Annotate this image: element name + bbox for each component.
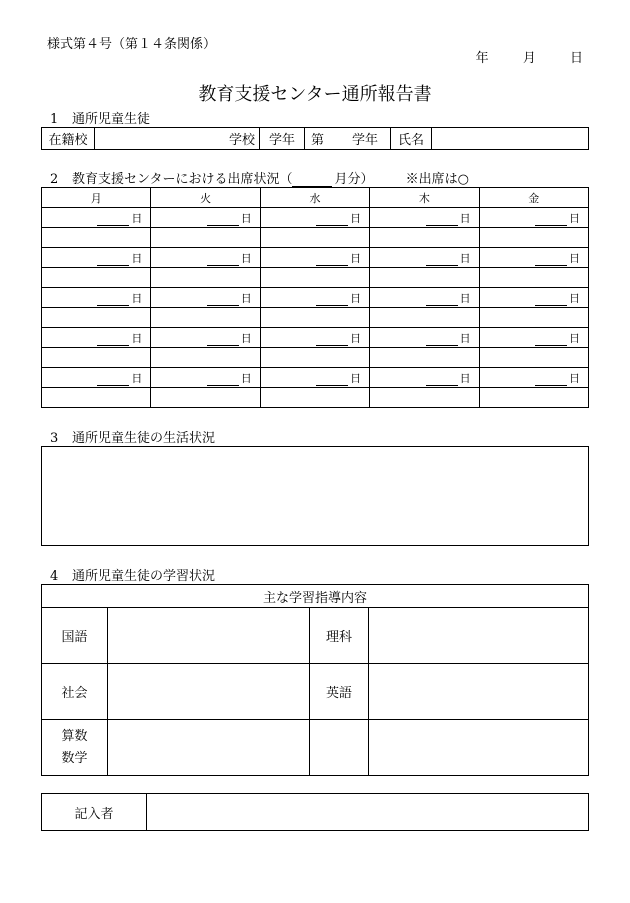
attendance-mark-cell[interactable] [479, 388, 588, 408]
attendance-mark-cell[interactable] [42, 348, 151, 368]
attendance-mark-cell[interactable] [42, 228, 151, 248]
attendance-mark-cell[interactable] [151, 228, 260, 248]
page-title: 教育支援センター通所報告書 [198, 84, 432, 105]
science-field[interactable] [369, 608, 589, 664]
date-cell-thu[interactable]: 日 [370, 328, 479, 348]
attendance-mark-cell[interactable] [151, 308, 260, 328]
attendance-mark-cell[interactable] [370, 388, 479, 408]
date-month: 月 [522, 51, 536, 66]
subject-arith-math: 算数 数学 [42, 720, 108, 776]
date-cell-wed[interactable]: 日 [260, 368, 369, 388]
japanese-field[interactable] [108, 608, 310, 664]
date-cell-mon[interactable]: 日 [42, 288, 151, 308]
subject-science: 理科 [310, 608, 369, 664]
extra-subject-field[interactable] [369, 720, 589, 776]
date-cell-wed[interactable]: 日 [260, 328, 369, 348]
date-cell-fri[interactable]: 日 [479, 288, 588, 308]
weekday-thu: 木 [370, 188, 479, 208]
attendance-mark-cell[interactable] [151, 348, 260, 368]
date-cell-wed[interactable]: 日 [260, 208, 369, 228]
section2-heading: 2 教育支援センターにおける出席状況（ 月分） ※出席は○ [50, 172, 469, 187]
date-cell-tue[interactable]: 日 [151, 208, 260, 228]
attendance-mark-cell[interactable] [260, 308, 369, 328]
date-line [450, 47, 583, 66]
date-cell-wed[interactable]: 日 [260, 248, 369, 268]
attendance-mark-cell[interactable] [370, 308, 479, 328]
form-number: 様式第４号（第１４条関係） [47, 37, 217, 52]
grade-label: 学年 [260, 128, 305, 150]
attendance-table [41, 187, 589, 408]
signer-table [41, 793, 589, 831]
subject-japanese: 国語 [42, 608, 108, 664]
attendance-mark-cell[interactable] [42, 308, 151, 328]
school-field[interactable]: 学校 [95, 128, 260, 150]
date-cell-fri[interactable]: 日 [479, 248, 588, 268]
date-cell-thu[interactable]: 日 [370, 368, 479, 388]
date-cell-mon[interactable]: 日 [42, 248, 151, 268]
attendance-mark-cell[interactable] [260, 268, 369, 288]
date-cell-mon[interactable]: 日 [42, 328, 151, 348]
study-table-header: 主な学習指導内容 [42, 585, 589, 608]
date-cell-mon[interactable]: 日 [42, 368, 151, 388]
section1-heading: 1 通所児童生徒 [50, 112, 151, 127]
date-cell-mon[interactable]: 日 [42, 208, 151, 228]
school-label: 在籍校 [42, 128, 95, 150]
date-cell-wed[interactable]: 日 [260, 288, 369, 308]
life-status-box[interactable] [41, 446, 589, 546]
date-cell-fri[interactable]: 日 [479, 328, 588, 348]
english-field[interactable] [369, 664, 589, 720]
attendance-mark-cell[interactable] [42, 388, 151, 408]
attendance-mark-cell[interactable] [479, 268, 588, 288]
student-info-table [41, 127, 589, 150]
subject-english: 英語 [310, 664, 369, 720]
date-cell-fri[interactable]: 日 [479, 208, 588, 228]
date-cell-tue[interactable]: 日 [151, 368, 260, 388]
attendance-note: ※出席は○ [405, 172, 469, 187]
name-label: 氏名 [391, 128, 432, 150]
weekday-tue: 火 [151, 188, 260, 208]
name-field[interactable] [432, 128, 589, 150]
attendance-mark-cell[interactable] [479, 308, 588, 328]
weekday-fri: 金 [479, 188, 588, 208]
date-cell-thu[interactable]: 日 [370, 208, 479, 228]
date-year: 年 [475, 51, 489, 66]
attendance-mark-cell[interactable] [370, 268, 479, 288]
signer-label: 記入者 [42, 794, 147, 831]
study-table [41, 584, 589, 776]
attendance-mark-cell[interactable] [479, 228, 588, 248]
attendance-mark-cell[interactable] [370, 228, 479, 248]
date-cell-thu[interactable]: 日 [370, 288, 479, 308]
weekday-wed: 水 [260, 188, 369, 208]
attendance-mark-cell[interactable] [479, 348, 588, 368]
date-cell-thu[interactable]: 日 [370, 248, 479, 268]
social-field[interactable] [108, 664, 310, 720]
date-cell-tue[interactable]: 日 [151, 288, 260, 308]
section4-heading: 4 通所児童生徒の学習状況 [50, 569, 216, 584]
attendance-mark-cell[interactable] [260, 228, 369, 248]
date-cell-fri[interactable]: 日 [479, 368, 588, 388]
section3-heading: 3 通所児童生徒の生活状況 [50, 431, 216, 446]
date-cell-tue[interactable]: 日 [151, 248, 260, 268]
weekday-mon: 月 [42, 188, 151, 208]
arith-math-field[interactable] [108, 720, 310, 776]
attendance-mark-cell[interactable] [370, 348, 479, 368]
grade-field[interactable]: 第 学年 [305, 128, 391, 150]
attendance-mark-cell[interactable] [260, 348, 369, 368]
attendance-mark-cell[interactable] [151, 268, 260, 288]
date-cell-tue[interactable]: 日 [151, 328, 260, 348]
date-day: 日 [569, 51, 583, 66]
attendance-mark-cell[interactable] [260, 388, 369, 408]
signer-field[interactable] [147, 794, 589, 831]
extra-subject-label[interactable] [310, 720, 369, 776]
attendance-mark-cell[interactable] [151, 388, 260, 408]
subject-social: 社会 [42, 664, 108, 720]
attendance-mark-cell[interactable] [42, 268, 151, 288]
